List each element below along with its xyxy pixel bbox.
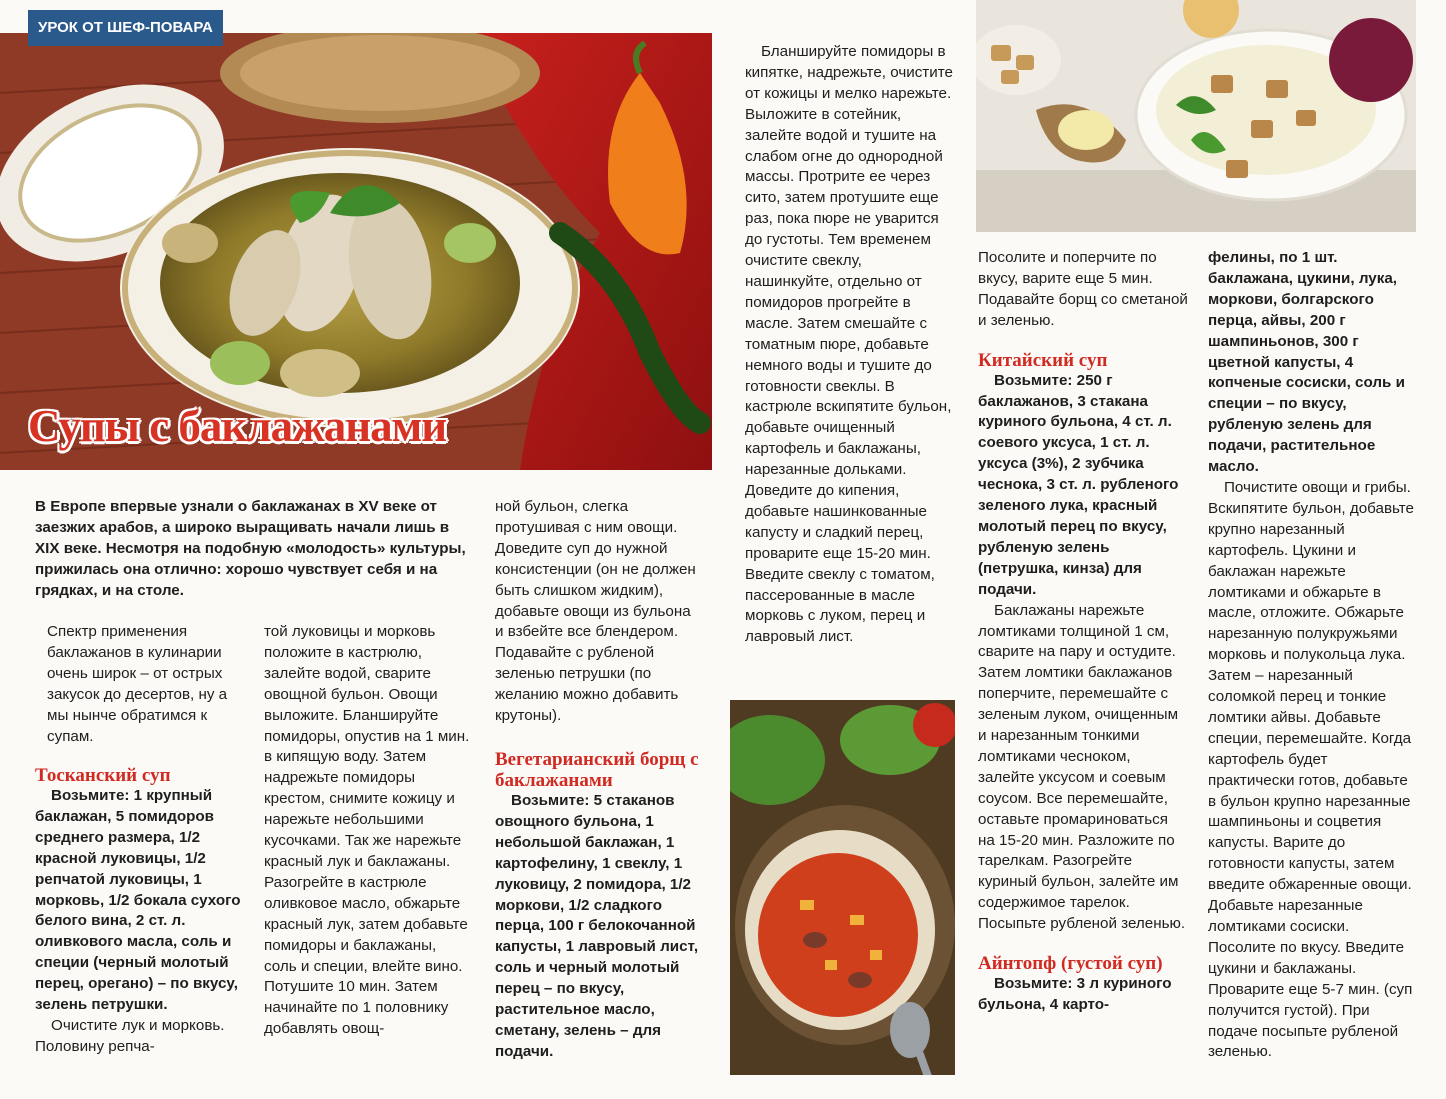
cream-soup-illustration — [976, 0, 1416, 232]
cream-soup-photo — [976, 0, 1416, 232]
borsch-method-end: Посолите и поперчите по вкусу, варите еще 5 мин. Подавайте борщ со сметаной и зеленью. — [978, 249, 1188, 329]
intro-paragraph: В Европе впервые узнали о баклажанах в XV веке от заезжих арабов, а широко выращивать начали лишь в XIX веке. Несмотря на подобную «молодость» культуры, прижилась она отлично: хорошо чувствует себя и на грядках, и на столе. — [35, 498, 466, 599]
borsch-method: Бланшируйте помидоры в кипятке, надрежьте, очистите от кожицы и мелко нарежьте. Выложите в сотейник, залейте водой и тушите на слабом огне до однородной массы. Протрите ее через сито, затем протушите еще раз, пока пюре не уварится до густоты. Тем временем очистите свеклу, нашинкуйте, отдельно от помидоров прогрейте в масле. Затем смешайте с томатным пюре, добавьте немного воды и тушите до готовности свеклы. В кастрюле вскипятите бульон, добавьте очищенный картофель и баклажаны, нарезанные дольками. Доведите до кипения, добавьте нашинкованные капусту и сладкий перец, проварите еще 15-20 мин. Введите свеклу с томатом, пассерованные в масле морковь с луком, перец и лавровый лист. — [745, 43, 953, 646]
chinese-method: Баклажаны нарежьте ломтиками толщиной 1 см, сварите на пару и остудите. Затем ломтики баклажанов поперчите, перемешайте с зеленым луком, очищенным и нарезанным тонкими ломтиками чесноком, залейте уксусом и соевым соусом. Все перемешайте, оставьте промариноваться на 15-20 мин. Разложите по тарелкам. Разогрейте куриный бульон, залейте им содержимое тарелок. Посыпьте рубленой зеленью. — [978, 601, 1186, 933]
article-title: Супы с баклажанами — [28, 401, 447, 451]
borsch-ingredients: Возьмите: 5 стаканов овощного бульона, 1 небольшой баклажан, 1 картофелину, 1 свеклу, 1 луковицу, 2 помидора, 1/2 моркови, 1/2 сладкого перца, 100 г белокочанной капусты, 1 лавровый лист, соль и черный молотый перец – по вкусу, растительное масло, сметану, зелень – для подачи. — [495, 791, 699, 1060]
tuscan-method-end: ной бульон, слегка протушивая с ним овощи. Доведите суп до нужной консистенции (он не должен быть слишком жидким), добавьте овощи из бульона и взбейте все блендером. Подавайте с рубленой зеленью петрушки (по желанию можно добавить крутоны). — [495, 498, 696, 725]
tuscan-method-start: Очистите лук и морковь. Половину репча- — [35, 1016, 225, 1055]
eintopf-ingredients-end: фелины, по 1 шт. баклажана, цукини, лука, моркови, болгарского перца, айвы, 200 г шампиньонов, 300 г цветной капусты, 4 копченые сосиски, соль и специи – по вкусу, рубленую зелень для подачи, растительное масло. — [1208, 249, 1405, 476]
chinese-soup-heading: Китайский суп — [978, 349, 1108, 371]
column-3 — [495, 497, 703, 1063]
vegetarian-borsch-heading: Вегетарианский борщ с баклажанами — [495, 748, 699, 791]
eintopf-method: Почистите овощи и грибы. Вскипятите бульон, добавьте крупно нарезанный картофель. Цукини и баклажан нарежьте ломтиками и обжарьте в масле, отложите. Обжарьте нарезанную полукружьями морковь и полукольца лука. Затем – нарезанный соломкой перец и тонкие ломтики айвы. Добавьте специи, перемешайте. Когда картофель будет практически готов, добавьте в бульон крупно нарезанные шампиньоны и соцветия капусты. Варите до готовности капусты, затем введите обжаренные овощи. Добавьте нарезанные ломтиками сосиски. Посолите по вкусу. Введите цукини и баклажаны. Проварите еще 5-7 мин. (суп получится густой). При подаче посыпьте рубленой зеленью. — [1208, 478, 1414, 1061]
eintopf-heading: Айнтопф (густой суп) — [978, 953, 1163, 975]
tuscan-ingredients: Возьмите: 1 крупный баклажан, 5 помидоров среднего размера, 1/2 красной луковицы, 1/2 репчатой луковицы, 1 морковь, 1/2 бокала сухого белого вина, 2 ст. л. оливкового масла, соль и специи (черный молотый перец, орегано) – по вкусу, зелень петрушки. — [35, 787, 241, 1014]
column-5 — [978, 248, 1188, 1016]
tuscan-soup-heading: Тосканский суп — [35, 765, 171, 786]
lead-paragraph: Спектр применения баклажанов в кулинарии очень широк – от острых закусок до десертов, ну а мы нынче обратимся к супам. — [47, 623, 228, 745]
borsch-photo — [730, 700, 955, 1075]
tuscan-method-continued: той луковицы и морковь положите в кастрюлю, залейте водой, сварите овощной бульон. Овощи выложите. Бланшируйте помидоры, опустив на 1 мин. в кипящую воду. Затем надрежьте помидоры крестом, снимите кожицу и нарежьте небольшими кусочками. Так же нарежьте красный лук и баклажаны. Разогрейте в кастрюле оливковое масло, обжарьте красный лук, затем добавьте помидоры и баклажаны, соль и специи, влейте вино. Потушите 10 мин. Затем начинайте по 1 половнику добавлять овощ- — [264, 623, 470, 1038]
column-1 — [47, 622, 241, 747]
section-tag: УРОК ОТ ШЕФ-ПОВАРА — [28, 10, 223, 46]
column-1-recipe — [35, 765, 241, 1058]
borsch-illustration — [730, 700, 955, 1075]
column-4 — [745, 42, 953, 648]
eintopf-ingredients-start: Возьмите: 3 л куриного бульона, 4 карто- — [978, 975, 1172, 1013]
column-6 — [1208, 248, 1416, 1063]
column-2 — [264, 622, 472, 1040]
chinese-ingredients: Возьмите: 250 г баклажанов, 3 стакана куриного бульона, 4 ст. л. соевого уксуса, 1 ст. л. уксуса (3%), 2 зубчика чеснока, 3 ст. л. рубленого зеленого лука, красный молотый перец по вкусу, рубленую зелень (петрушка, кинза) для подачи. — [978, 371, 1179, 598]
